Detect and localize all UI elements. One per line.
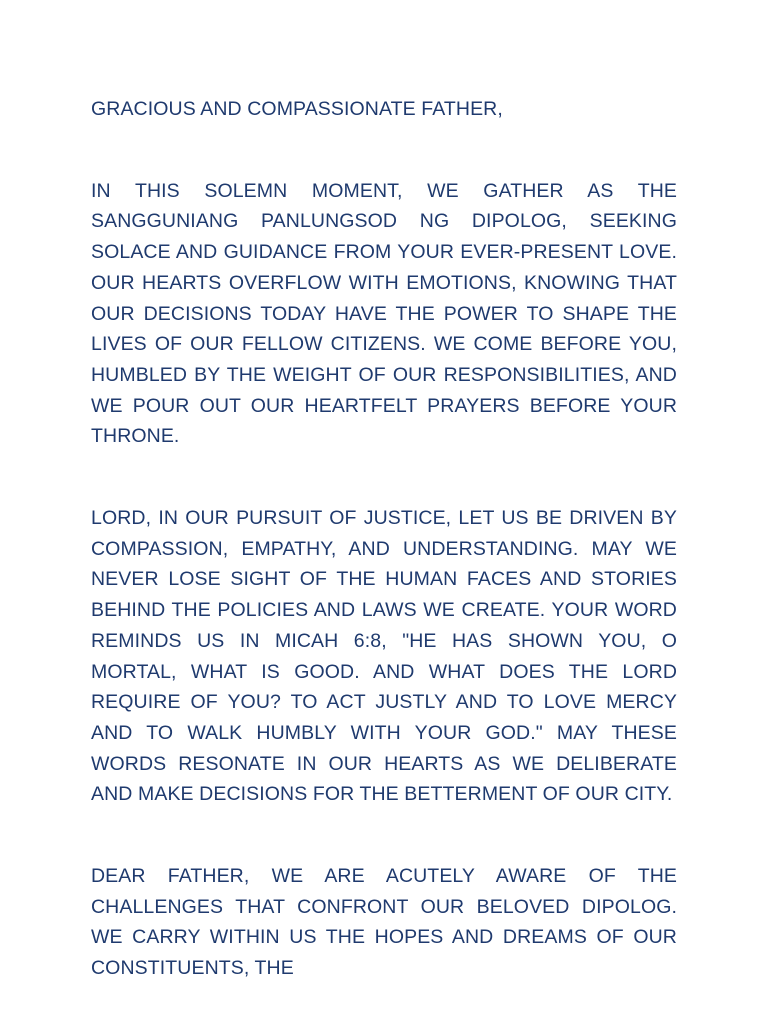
salutation: GRACIOUS AND COMPASSIONATE FATHER, bbox=[91, 98, 503, 120]
paragraph-3: DEAR FATHER, WE ARE ACUTELY AWARE OF THE CHALLENGES THAT CONFRONT OUR BELOVED DIPOLOG. WE CARRY WITHIN US THE HOPES AND DREAMS OF OUR CONSTITUENTS, THE bbox=[91, 865, 677, 980]
paragraph-1: IN THIS SOLEMN MOMENT, WE GATHER AS THE SANGGUNIANG PANLUNGSOD NG DIPOLOG, SEEKING SOLACE AND GUIDANCE FROM YOUR EVER-PRESENT LOVE. OUR HEARTS OVERFLOW WITH EMOTIONS, KNOWING THAT OUR DECISIONS TODAY HAVE THE POWER TO SHAPE THE LIVES OF OUR FELLOW CITIZENS. WE COME BEFORE YOU, HUMBLED BY THE WEIGHT OF OUR RESPONSIBILITIES, AND WE POUR OUT OUR HEARTFELT PRAYERS BEFORE YOUR THRONE. bbox=[91, 179, 677, 448]
paragraph-2: LORD, IN OUR PURSUIT OF JUSTICE, LET US BE DRIVEN BY COMPASSION, EMPATHY, AND UNDERSTANDING. MAY WE NEVER LOSE SIGHT OF THE HUMAN FACES AND STORIES BEHIND THE POLICIES AND LAWS WE CREATE. YOUR WORD REMINDS US IN MICAH 6:8, "HE HAS SHOWN YOU, O MORTAL, WHAT IS GOOD. AND WHAT DOES THE LORD REQUIRE OF YOU? TO ACT JUSTLY AND TO LOVE MERCY AND TO WALK HUMBLY WITH YOUR GOD." MAY THESE WORDS RESONATE IN OUR HEARTS AS WE DELIBERATE AND MAKE DECISIONS FOR THE BETTERMENT OF OUR CITY. bbox=[91, 507, 677, 806]
